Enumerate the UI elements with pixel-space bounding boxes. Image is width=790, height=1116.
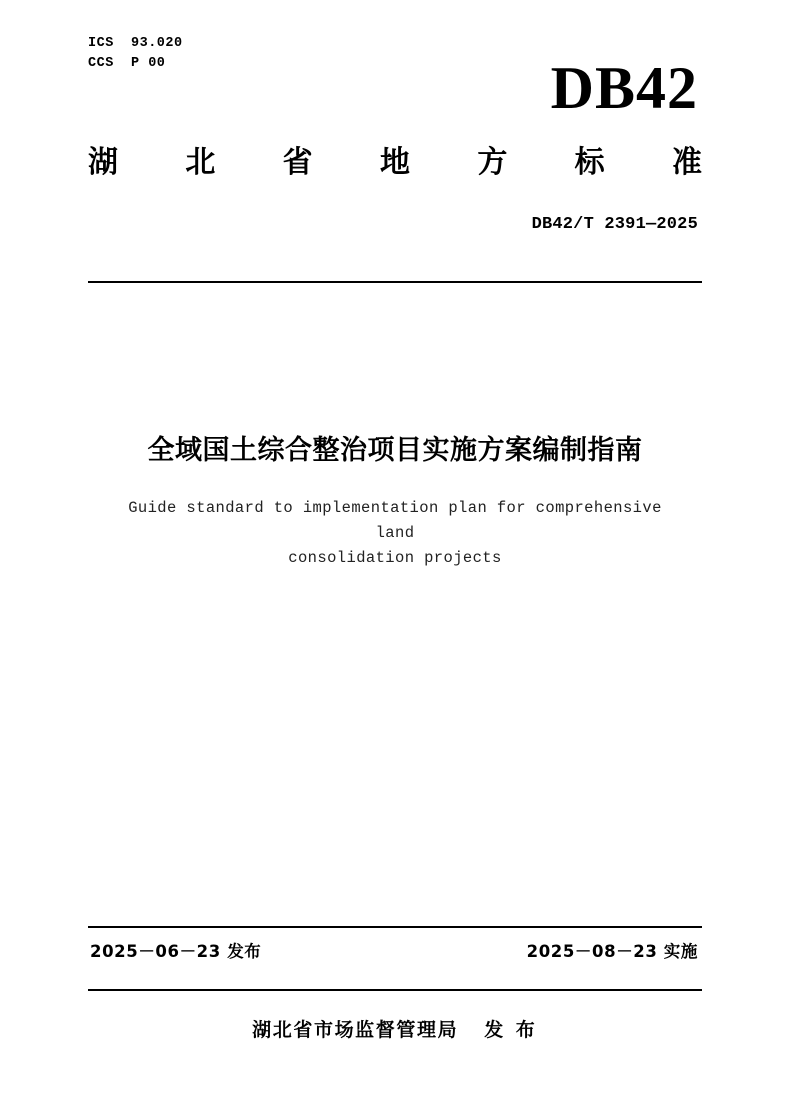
document-title-chinese: 全域国土综合整治项目实施方案编制指南 bbox=[147, 435, 643, 466]
issuing-authority-name: 湖北省市场监督管理局 bbox=[252, 1019, 459, 1041]
release-date: 2025－06－23 发布 bbox=[90, 942, 262, 961]
province-title-char-3: 地 bbox=[379, 145, 410, 180]
province-title-char-1: 北 bbox=[185, 145, 216, 180]
province-title-char-5: 标 bbox=[574, 145, 605, 180]
footer-top-divider bbox=[88, 926, 702, 928]
document-title-english bbox=[110, 496, 680, 571]
effective-date: 2025－08－23 实施 bbox=[526, 942, 698, 961]
ics-code: ICS 93.020 bbox=[88, 36, 183, 51]
province-title-char-0: 湖 bbox=[88, 145, 118, 180]
issuing-authority-action: 发 布 bbox=[484, 1019, 538, 1041]
standard-mark-db42: DB42 bbox=[550, 55, 698, 121]
document-title-english-line1: Guide standard to implementation plan for comprehensive land bbox=[128, 499, 662, 542]
province-title-char-6: 准 bbox=[671, 145, 702, 180]
ccs-code: CCS P 00 bbox=[88, 56, 166, 71]
province-title-char-4: 方 bbox=[477, 145, 508, 180]
province-standard-title bbox=[88, 145, 702, 181]
footer-bottom-divider bbox=[88, 989, 702, 991]
issuing-authority bbox=[60, 1015, 730, 1042]
standard-number: DB42/T 2391—2025 bbox=[531, 215, 698, 234]
province-title-char-2: 省 bbox=[282, 145, 313, 180]
document-title-english-line2: consolidation projects bbox=[288, 549, 502, 567]
header-divider bbox=[88, 281, 702, 283]
ics-classification-block bbox=[88, 34, 183, 74]
